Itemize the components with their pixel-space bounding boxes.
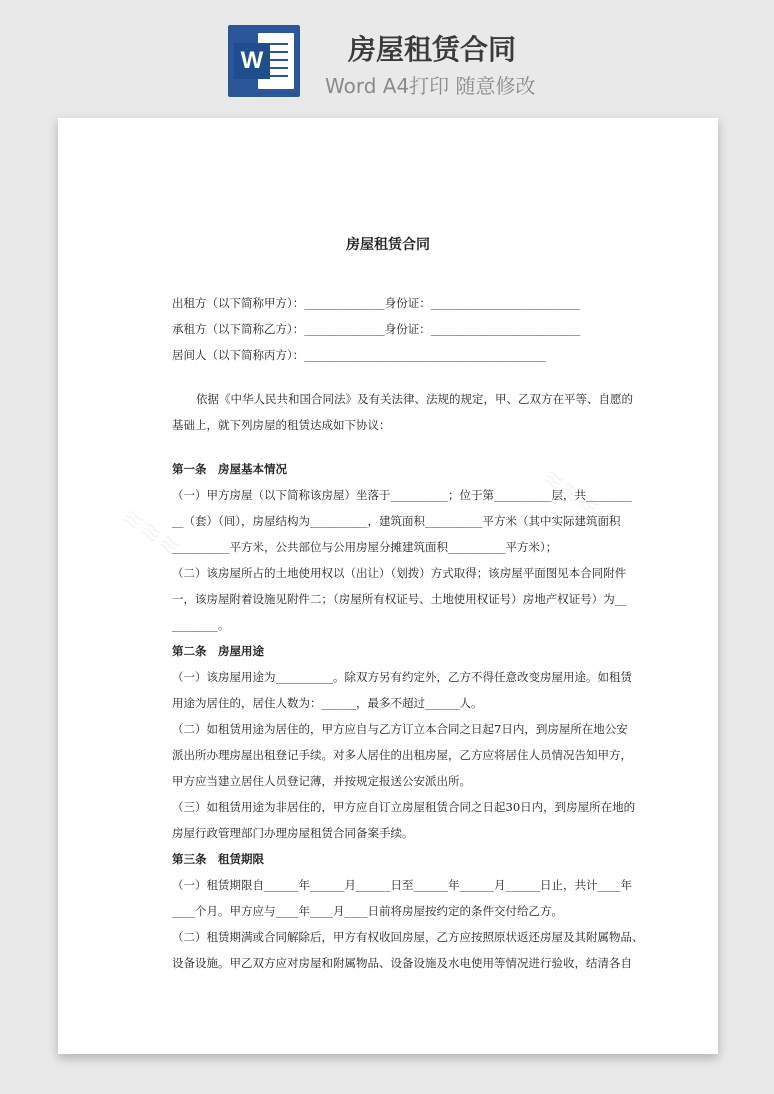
document-line: （一）甲方房屋（以下简称该房屋）坐落于__________；位于第__________层，共________ xyxy=(172,488,632,502)
document-title: 房屋租赁合同 xyxy=(346,237,430,253)
banner-subtitle: Word A4打印 随意修改 xyxy=(325,74,536,98)
document-line: 出租方（以下简称甲方）：______________身份证：__________________________ xyxy=(172,296,581,310)
document-line: （一）该房屋用途为__________。除双方另有约定外，乙方不得任意改变房屋用途。如租赁 xyxy=(172,670,632,684)
document-line: __________平方米，公共部位与公用房屋分摊建筑面积__________平方米）； xyxy=(172,540,558,554)
banner-header xyxy=(0,0,774,112)
document-line: __（套）（间），房屋结构为__________，建筑面积__________平方米（其中实际建筑面积 xyxy=(172,514,621,528)
document-line: 房屋行政管理部门办理房屋租赁合同备案手续。 xyxy=(172,826,414,840)
section-heading: 第三条 租赁期限 xyxy=(172,852,264,866)
document-body xyxy=(172,290,644,976)
document-page xyxy=(58,118,718,1054)
document-line: 甲方应当建立居住人员登记薄，并按规定报送公安派出所。 xyxy=(172,774,471,788)
banner-title: 房屋租赁合同 xyxy=(348,33,517,66)
paragraph-spacer xyxy=(172,368,602,386)
document-line: 承租方（以下简称乙方）：______________身份证：__________________________ xyxy=(172,322,581,336)
document-line: （三）如租赁用途为非居住的，甲方应自订立房屋租赁合同之日起30日内，到房屋所在地的 xyxy=(172,800,636,814)
document-line: 派出所办理房屋出租登记手续。对多人居住的出租房屋，乙方应将居住人员情况告知甲方， xyxy=(172,748,632,762)
document-line: 居间人（以下简称丙方）：__________________________________________ xyxy=(172,348,546,362)
section-heading: 第一条 房屋基本情况 xyxy=(172,462,287,476)
document-line: ________。 xyxy=(172,618,230,632)
document-line: 设备设施。甲乙双方应对房屋和附属物品、设备设施及水电使用等情况进行验收，结清各自 xyxy=(172,956,632,970)
word-document-icon xyxy=(228,25,300,97)
paragraph-spacer xyxy=(172,438,602,456)
section-heading: 第二条 房屋用途 xyxy=(172,644,264,658)
document-line: 一，该房屋附着设施见附件二；（房屋所有权证号、土地使用权证号）房地产权证号）为__ xyxy=(172,592,627,606)
document-line: （二）如租赁用途为居住的，甲方应自与乙方订立本合同之日起7日内，到房屋所在地公安 xyxy=(172,722,628,736)
document-line: 用途为居住的，居住人数为：______，最多不超过______人。 xyxy=(172,696,483,710)
document-line: （一）租赁期限自______年______月______日至______年______月______日止，共计____年 xyxy=(172,878,632,892)
word-icon-letter: W xyxy=(234,43,270,79)
document-line: ____个月。甲方应与____年____月____日前将房屋按约定的条件交付给乙方。 xyxy=(172,904,563,918)
document-line: （二）租赁期满或合同解除后，甲方有权收回房屋，乙方应按照原状返还房屋及其附属物品、 xyxy=(172,930,644,944)
document-line: 基础上，就下列房屋的租赁达成如下协议： xyxy=(172,418,391,432)
document-line: 依据《中华人民共和国合同法》及有关法律、法规的规定，甲、乙双方在平等、自愿的 xyxy=(196,392,633,406)
document-line: （二）该房屋所占的土地使用权以（出让）（划拨）方式取得；该房屋平面图见本合同附件 xyxy=(172,566,627,580)
